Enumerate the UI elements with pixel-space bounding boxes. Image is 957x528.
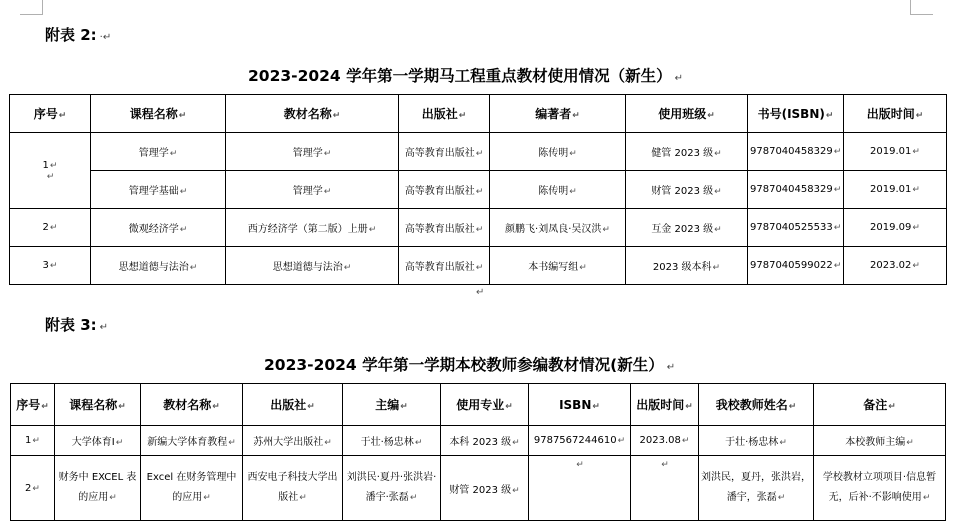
table1-cell: 管理学基础↵: [91, 171, 226, 209]
table2: [10, 383, 946, 521]
appendix-3-heading: 附表 3: ↵: [45, 316, 109, 334]
table1-header-cell: 出版时间↵: [844, 95, 947, 133]
table1-cell: 健管 2023 级↵: [626, 133, 748, 171]
table2-cell: ↵: [529, 456, 631, 521]
paragraph-mark: ↵: [476, 287, 485, 298]
table2-cell: 本校教师主编↵: [814, 426, 946, 456]
table2-cell: 刘洪民·夏丹·张洪岩·潘宇·张磊↵: [343, 456, 441, 521]
page-corner-mark-left: [20, 0, 43, 15]
table2-header-cell: 教材名称↵: [141, 384, 243, 426]
table1-cell: 管理学↵: [91, 133, 226, 171]
table1-header-cell: 出版社↵: [399, 95, 490, 133]
appendix-2-heading: 附表 2: ·↵: [45, 26, 112, 44]
table1-title: 2023-2024 学年第一学期马工程重点教材使用情况（新生） ↵: [248, 67, 684, 85]
table2-cell: 于壮·杨忠林↵: [699, 426, 814, 456]
table1-cell: 思想道德与法治↵: [91, 247, 226, 285]
table1-cell: 9787040599022↵: [748, 247, 844, 285]
table2-header-cell: 备注↵: [814, 384, 946, 426]
table2-cell: 学校教材立项项目·信息暂无，后补·不影响使用↵: [814, 456, 946, 521]
table2-title: 2023-2024 学年第一学期本校教师参编教材情况(新生） ↵: [264, 356, 676, 374]
table1-cell: 高等教育出版社↵: [399, 209, 490, 247]
table1-cell: 思想道德与法治↵: [226, 247, 399, 285]
table2-cell: 西安电子科技大学出版社↵: [243, 456, 343, 521]
table1-cell: 互金 2023 级↵: [626, 209, 748, 247]
table2-cell: 刘洪民，夏丹，张洪岩，潘宇，张磊↵: [699, 456, 814, 521]
table1: [9, 94, 947, 285]
table-row: [10, 209, 947, 247]
table2-header-row: [11, 384, 946, 426]
table1-cell: 9787040458329↵: [748, 171, 844, 209]
table2-cell: 新编大学体育教程↵: [141, 426, 243, 456]
table2-header-cell: 课程名称↵: [55, 384, 141, 426]
table1-cell: 财管 2023 级↵: [626, 171, 748, 209]
table2-header-cell: 出版时间↵: [631, 384, 699, 426]
table-row: [11, 426, 946, 456]
table1-cell: 2↵: [10, 209, 91, 247]
table1-header-cell: 序号↵: [10, 95, 91, 133]
table1-cell: 1↵ ↵: [10, 133, 91, 209]
table2-cell: Excel 在财务管理中的应用↵: [141, 456, 243, 521]
table-row: [11, 456, 946, 521]
table1-cell: 陈传明↵: [490, 133, 626, 171]
table1-header-cell: 使用班级↵: [626, 95, 748, 133]
table1-cell: 2019.01↵: [844, 171, 947, 209]
table1-header-row: [10, 95, 947, 133]
table1-header-cell: 编著者↵: [490, 95, 626, 133]
table2-header-cell: ISBN↵: [529, 384, 631, 426]
table1-cell: 高等教育出版社↵: [399, 171, 490, 209]
table1-header-cell: 教材名称↵: [226, 95, 399, 133]
table2-cell: 1↵: [11, 426, 55, 456]
table-row: [10, 133, 947, 171]
table1-cell: 高等教育出版社↵: [399, 247, 490, 285]
table1-cell: 9787040458329↵: [748, 133, 844, 171]
table2-cell: 于壮·杨忠林↵: [343, 426, 441, 456]
table2-cell: 9787567244610↵: [529, 426, 631, 456]
table1-cell: 2023.02↵: [844, 247, 947, 285]
table2-cell: 财管 2023 级↵: [441, 456, 529, 521]
table1-header-cell: 课程名称↵: [91, 95, 226, 133]
table1-cell: 本书编写组↵: [490, 247, 626, 285]
table2-cell: 2023.08↵: [631, 426, 699, 456]
table1-cell: 颜鹏飞·刘凤良·吴汉洪↵: [490, 209, 626, 247]
table2-cell: 本科 2023 级↵: [441, 426, 529, 456]
table1-header-cell: 书号(ISBN)↵: [748, 95, 844, 133]
table2-header-cell: 序号↵: [11, 384, 55, 426]
table1-cell: 2023 级本科↵: [626, 247, 748, 285]
table1-cell: 微观经济学↵: [91, 209, 226, 247]
page-corner-mark-right: [910, 0, 933, 15]
table2-header-cell: 主编↵: [343, 384, 441, 426]
table2-header-cell: 使用专业↵: [441, 384, 529, 426]
table2-cell: 2↵: [11, 456, 55, 521]
table2-header-cell: 出版社↵: [243, 384, 343, 426]
table-row: [10, 171, 947, 209]
table1-cell: 9787040525533↵: [748, 209, 844, 247]
table1-cell: 管理学↵: [226, 133, 399, 171]
table2-cell: 大学体育Ⅰ↵: [55, 426, 141, 456]
table1-cell: 西方经济学（第二版）上册↵: [226, 209, 399, 247]
table2-cell: 财务中 EXCEL 表的应用↵: [55, 456, 141, 521]
table2-header-cell: 我校教师姓名↵: [699, 384, 814, 426]
table1-cell: 高等教育出版社↵: [399, 133, 490, 171]
table1-cell: 3↵: [10, 247, 91, 285]
table-row: [10, 247, 947, 285]
table1-cell: 管理学↵: [226, 171, 399, 209]
table2-cell: 苏州大学出版社↵: [243, 426, 343, 456]
table1-cell: 2019.01↵: [844, 133, 947, 171]
table1-cell: 2019.09↵: [844, 209, 947, 247]
table1-cell: 陈传明↵: [490, 171, 626, 209]
table2-cell: ↵: [631, 456, 699, 521]
